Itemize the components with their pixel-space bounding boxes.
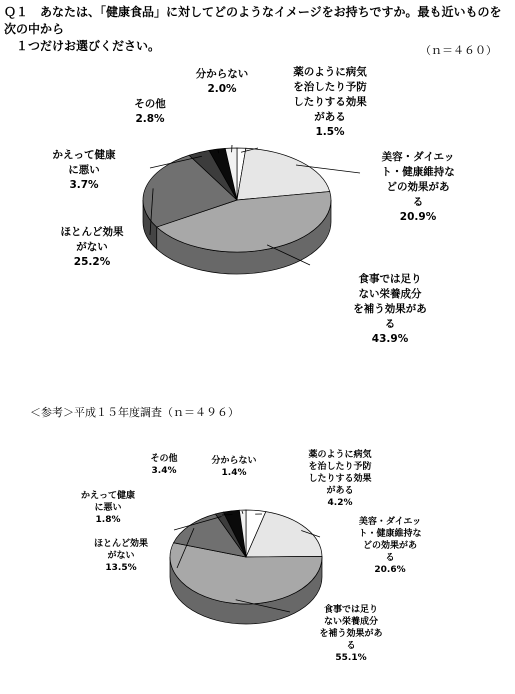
category-label-supplement-1: ない栄養成分 — [358, 288, 422, 300]
category-label-harmful-1: に悪い — [68, 164, 100, 176]
value-label-other-1: 2.8% — [135, 113, 165, 125]
value-label-harmful-1: 3.7% — [69, 179, 99, 191]
category-label-medicine-2: したりする効果 — [308, 474, 372, 484]
pie-chart-current — [0, 55, 515, 400]
value-label-unknown-1: 2.0% — [207, 83, 237, 95]
pie-chart-reference — [0, 425, 515, 694]
category-label-supplement-2: を補う効果があ — [319, 629, 383, 639]
value-label-noeffect-2: 13.5% — [105, 563, 137, 573]
category-label-harmful-1: かえって健康 — [52, 149, 116, 161]
value-label-noeffect-1: 25.2% — [73, 256, 111, 268]
category-label-supplement-1: を補う効果があ — [353, 303, 427, 315]
value-label-supplement-1: 43.9% — [371, 333, 409, 345]
category-label-unknown-2: 分からない — [211, 456, 257, 466]
category-label-noeffect-1: ほとんど効果 — [60, 226, 124, 238]
category-label-harmful-2: かえって健康 — [80, 491, 136, 501]
category-label-beauty-1: ト・健康維持な — [381, 166, 455, 178]
value-label-harmful-2: 1.8% — [95, 515, 121, 525]
category-label-beauty-1: 美容・ダイエッ — [381, 151, 455, 163]
category-label-medicine-1: を治したり予防 — [293, 81, 367, 93]
sample-size-current: （ｎ＝４６０） — [420, 44, 497, 57]
category-label-supplement-2: 食事では足り — [323, 605, 379, 615]
value-label-beauty-1: 20.9% — [399, 211, 437, 223]
category-label-medicine-2: を治したり予防 — [308, 462, 372, 472]
value-label-medicine-2: 4.2% — [327, 498, 353, 508]
category-label-other-1: その他 — [134, 98, 166, 110]
value-label-supplement-2: 55.1% — [335, 653, 367, 663]
slice-beauty-diet-1 — [237, 148, 330, 200]
category-label-medicine-2: がある — [326, 486, 354, 496]
value-label-unknown-2: 1.4% — [221, 468, 247, 478]
category-label-unknown-1: 分からない — [195, 68, 249, 80]
category-label-beauty-2: どの効果があ — [362, 541, 418, 551]
category-label-harmful-2: に悪い — [94, 503, 122, 513]
reference-title: ＜参考＞平成１５年度調査（ｎ＝４９６） — [30, 406, 239, 419]
category-label-medicine-1: がある — [314, 111, 346, 123]
category-label-supplement-1: 食事では足り — [358, 273, 422, 285]
value-label-medicine-1: 1.5% — [315, 126, 345, 138]
category-label-medicine-1: したりする効果 — [293, 96, 367, 108]
category-label-other-2: その他 — [150, 454, 178, 464]
category-label-beauty-1: どの効果があ — [386, 181, 450, 193]
question-text: Ｑ１ あなたは、「健康食品」に対してどのようなイメージをお持ちですか。最も近いものを次の中から １つだけお選びください。 — [4, 5, 502, 53]
category-label-noeffect-2: がない — [107, 551, 135, 561]
category-label-medicine-1: 薬のように病気 — [293, 66, 367, 78]
category-label-medicine-2: 薬のように病気 — [308, 450, 372, 460]
category-label-noeffect-2: ほとんど効果 — [93, 539, 149, 549]
category-label-supplement-1: る — [384, 318, 396, 330]
category-label-beauty-2: 美容・ダイエッ — [358, 517, 422, 527]
value-label-other-2: 3.4% — [151, 466, 177, 476]
category-label-noeffect-1: がない — [76, 241, 108, 253]
category-label-supplement-2: ない栄養成分 — [323, 617, 379, 627]
value-label-beauty-2: 20.6% — [374, 565, 406, 575]
category-label-beauty-1: る — [412, 196, 424, 208]
category-label-beauty-2: ト・健康維持な — [358, 529, 422, 539]
category-label-supplement-2: る — [346, 641, 356, 651]
category-label-beauty-2: る — [385, 553, 395, 563]
